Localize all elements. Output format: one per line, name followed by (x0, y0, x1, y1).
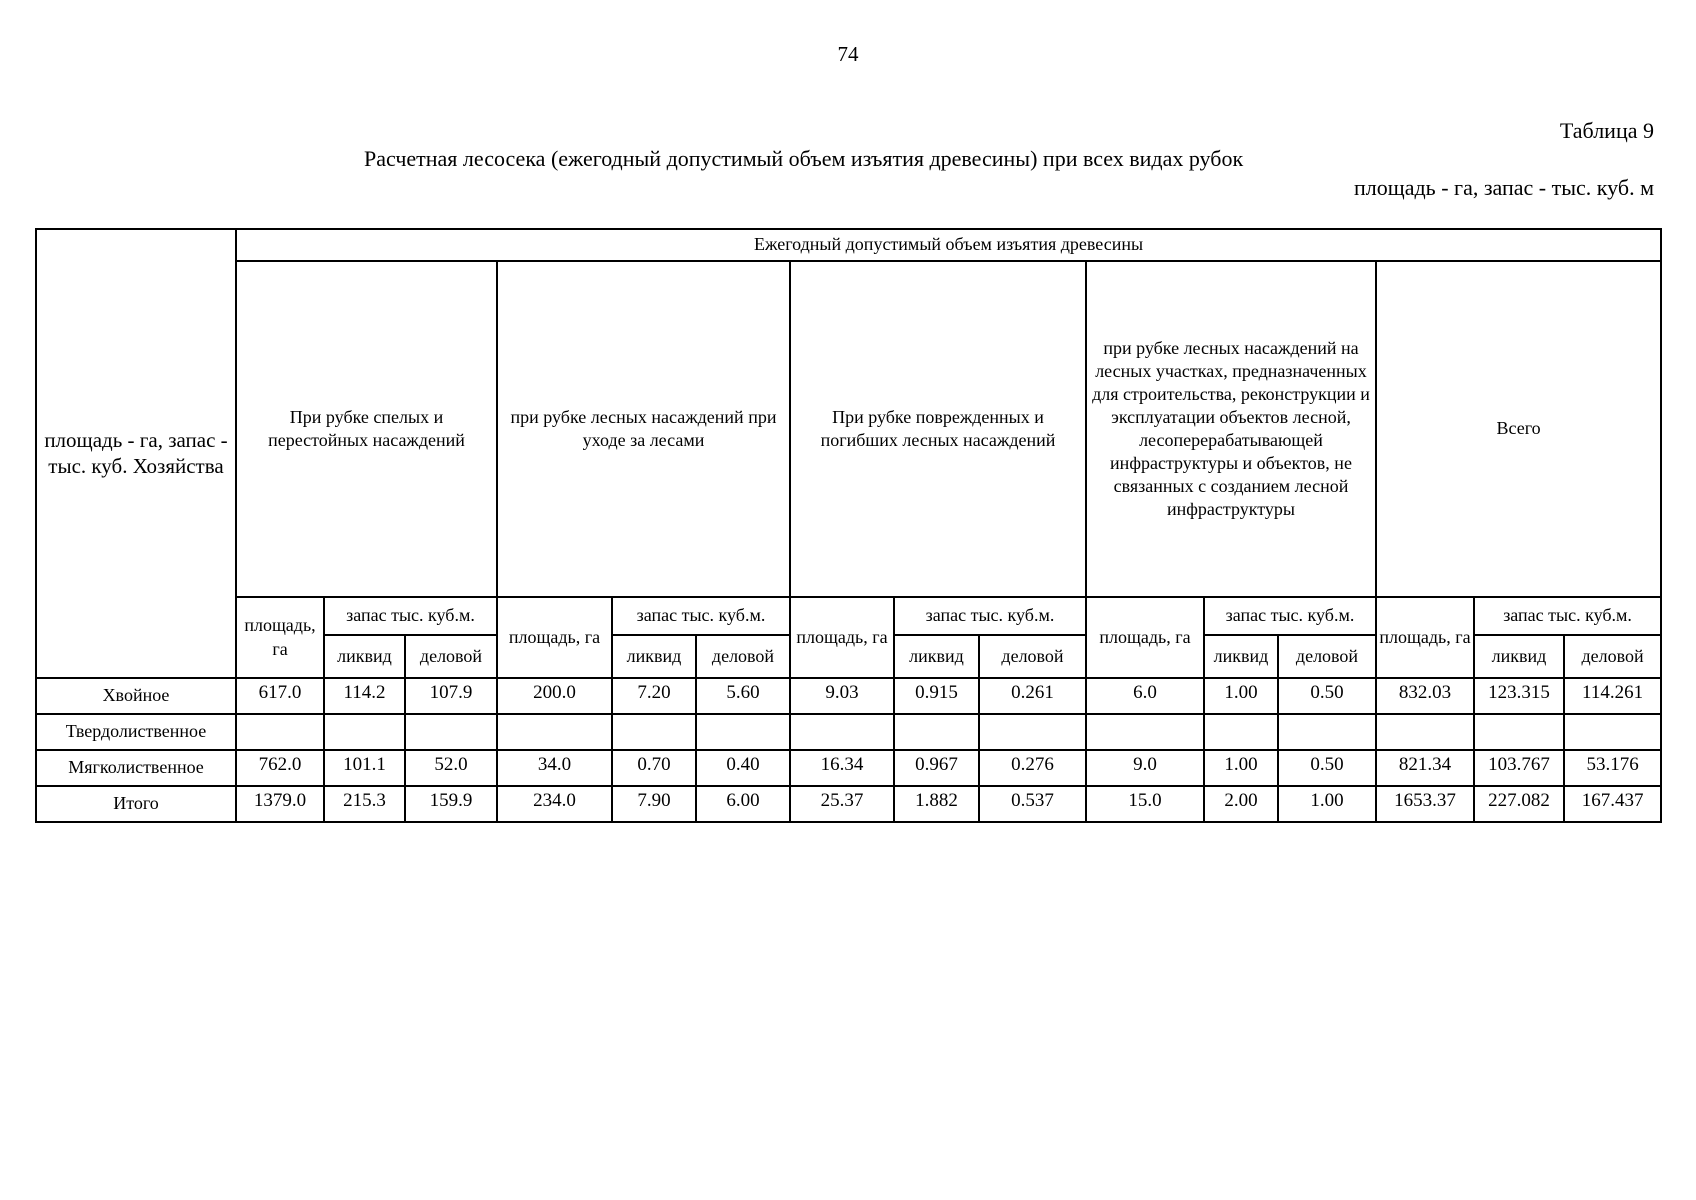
stock-header: запас тыс. куб.м. (1204, 597, 1376, 635)
table-cell: 0.276 (979, 750, 1086, 786)
group-header-total: Всего (1376, 261, 1661, 597)
units-note: площадь - га, запас - тыс. куб. м (1354, 175, 1654, 200)
table-cell: 114.2 (324, 678, 405, 714)
table-cell: 16.34 (790, 750, 894, 786)
table-cell: 762.0 (236, 750, 324, 786)
table-cell (236, 714, 324, 750)
table-cell: 0.50 (1278, 750, 1376, 786)
table-cell (894, 714, 979, 750)
liquid-header: ликвид (612, 635, 696, 678)
table-cell (405, 714, 497, 750)
table-cell (790, 714, 894, 750)
table-cell (1564, 714, 1661, 750)
table-cell (1376, 714, 1474, 750)
table-cell: 1653.37 (1376, 786, 1474, 822)
table-cell: 9.03 (790, 678, 894, 714)
table-cell: 15.0 (1086, 786, 1204, 822)
table-cell (1278, 714, 1376, 750)
table-cell: 9.0 (1086, 750, 1204, 786)
table-cell (324, 714, 405, 750)
business-header: деловой (696, 635, 790, 678)
liquid-header: ликвид (1474, 635, 1564, 678)
table-cell: 107.9 (405, 678, 497, 714)
group-header-damaged: При рубке поврежденных и погибших лесных насаждений (790, 261, 1086, 597)
table-cell: 34.0 (497, 750, 612, 786)
table-row (36, 750, 1661, 786)
table-cell (1474, 714, 1564, 750)
table-cell: 0.70 (612, 750, 696, 786)
liquid-header: ликвид (1204, 635, 1278, 678)
table-cell: 0.261 (979, 678, 1086, 714)
table-row (36, 714, 1661, 750)
table-cell: 0.537 (979, 786, 1086, 822)
table-cell (1204, 714, 1278, 750)
table-cell (612, 714, 696, 750)
table-cell: 821.34 (1376, 750, 1474, 786)
business-header: деловой (1278, 635, 1376, 678)
group-header-construction: при рубке лесных насаждений на лесных участках, предназначенных для строительства, реконструкции и эксплуатации объектов лесной, лесоперерабатывающей инфраструктуры и объектов, не связанных с созданием лесной инфраструктуры (1086, 261, 1376, 597)
stock-header: запас тыс. куб.м. (324, 597, 497, 635)
table-label: Таблица 9 (1559, 118, 1654, 143)
stock-header: запас тыс. куб.м. (612, 597, 790, 635)
table-cell: 6.00 (696, 786, 790, 822)
table-cell: 215.3 (324, 786, 405, 822)
liquid-header: ликвид (324, 635, 405, 678)
table-cell (979, 714, 1086, 750)
table-cell: 1379.0 (236, 786, 324, 822)
row-label: Твердолиственное (36, 714, 236, 750)
group-header-mature: При рубке спелых и перестойных насаждений (236, 261, 497, 597)
business-header: деловой (405, 635, 497, 678)
table-cell: 167.437 (1564, 786, 1661, 822)
stock-header: запас тыс. куб.м. (894, 597, 1086, 635)
table-cell: 200.0 (497, 678, 612, 714)
row-label: Хвойное (36, 678, 236, 714)
table-cell: 1.00 (1204, 750, 1278, 786)
table-cell: 114.261 (1564, 678, 1661, 714)
group-header-thinning: при рубке лесных насаждений при уходе за лесами (497, 261, 790, 597)
table-title: Расчетная лесосека (ежегодный допустимый объем изъятия древесины) при всех видах рубок (364, 146, 1244, 171)
table-cell: 25.37 (790, 786, 894, 822)
table-cell: 53.176 (1564, 750, 1661, 786)
table-cell: 101.1 (324, 750, 405, 786)
table-cell: 0.915 (894, 678, 979, 714)
business-header: деловой (979, 635, 1086, 678)
row-label: Мягколиственное (36, 750, 236, 786)
table-cell: 159.9 (405, 786, 497, 822)
row-label: Итого (36, 786, 236, 822)
table-row (36, 678, 1661, 714)
table-cell: 5.60 (696, 678, 790, 714)
table-cell: 103.767 (1474, 750, 1564, 786)
table-cell: 832.03 (1376, 678, 1474, 714)
table-cell: 52.0 (405, 750, 497, 786)
table-cell: 0.40 (696, 750, 790, 786)
liquid-header: ликвид (894, 635, 979, 678)
area-header: площадь, га (236, 597, 324, 678)
table-cell (696, 714, 790, 750)
table-cell: 227.082 (1474, 786, 1564, 822)
table-cell: 617.0 (236, 678, 324, 714)
table-cell: 1.00 (1278, 786, 1376, 822)
area-header: площадь, га (790, 597, 894, 678)
table-cell (1086, 714, 1204, 750)
table-cell: 0.50 (1278, 678, 1376, 714)
harvest-table (35, 228, 1662, 823)
area-header: площадь, га (497, 597, 612, 678)
table-body (36, 678, 1661, 822)
table-cell: 234.0 (497, 786, 612, 822)
row-header-cell: площадь - га, запас - тыс. куб. Хозяйства (36, 229, 236, 678)
page-number: 74 (837, 42, 859, 66)
table-cell: 2.00 (1204, 786, 1278, 822)
table-row (36, 786, 1661, 822)
area-header: площадь, га (1376, 597, 1474, 678)
business-header: деловой (1564, 635, 1661, 678)
table-cell: 0.967 (894, 750, 979, 786)
top-header-cell: Ежегодный допустимый объем изъятия древесины (236, 229, 1661, 261)
area-header: площадь, га (1086, 597, 1204, 678)
table-cell: 7.90 (612, 786, 696, 822)
table-cell: 1.00 (1204, 678, 1278, 714)
table-cell: 123.315 (1474, 678, 1564, 714)
table-cell: 7.20 (612, 678, 696, 714)
table-cell (497, 714, 612, 750)
table-cell: 6.0 (1086, 678, 1204, 714)
stock-header: запас тыс. куб.м. (1474, 597, 1661, 635)
table-cell: 1.882 (894, 786, 979, 822)
